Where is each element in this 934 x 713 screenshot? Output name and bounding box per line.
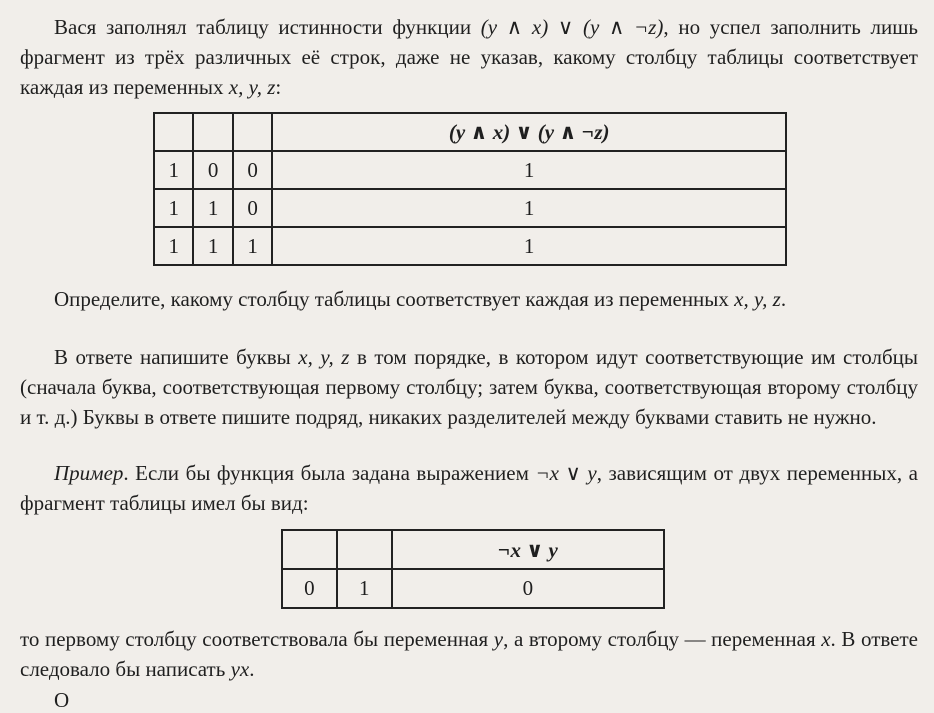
table-row — [154, 151, 786, 189]
cut-off-next-line: О — [54, 688, 70, 712]
example-formula: ¬x ∨ y — [535, 461, 597, 485]
table-cell: 0 — [233, 151, 272, 189]
table-cell: 1 — [154, 189, 193, 227]
table-cell: 1 — [272, 151, 786, 189]
example-paragraph: Пример. Если бы функция была задана выражением ¬x ∨ y, зависящим от двух переменных, а фрагмент таблицы имел бы вид: — [20, 461, 918, 515]
example-label: Пример — [54, 461, 124, 485]
header-cell: ¬x ∨ y — [392, 530, 664, 569]
example-table-body — [282, 530, 664, 608]
table-cell: 1 — [154, 151, 193, 189]
table-cell: 1 — [193, 189, 232, 227]
table-header-row — [154, 113, 786, 151]
truth-table-body — [154, 113, 786, 265]
table-cell: 0 — [193, 151, 232, 189]
table-cell: 1 — [193, 227, 232, 265]
header-cell — [193, 113, 232, 151]
conclusion-answer: yx — [230, 657, 250, 681]
intro-variables: x, y, z — [228, 75, 276, 99]
conclusion-paragraph: то первому столбцу соответствовала бы переменная y, а второму столбцу — переменная x. В ответе следовало бы написать yx. — [20, 627, 918, 681]
table-cell: 0 — [233, 189, 272, 227]
table-header-row — [282, 530, 664, 569]
header-cell — [282, 530, 337, 569]
table-row — [154, 189, 786, 227]
truth-table-fragment — [153, 112, 787, 266]
answer-rules-variables: x, y, z — [298, 345, 350, 369]
header-cell — [233, 113, 272, 151]
header-cell — [337, 530, 392, 569]
table-cell: 0 — [282, 569, 337, 608]
table-cell: 1 — [233, 227, 272, 265]
question-variables: x, y, z — [734, 287, 781, 311]
table-cell: 1 — [154, 227, 193, 265]
question-paragraph: Определите, какому столбцу таблицы соответствует каждая из переменных x, y, z. — [54, 287, 787, 311]
conclusion-var-2: x — [821, 627, 831, 651]
header-cell: (y ∧ x) ∨ (y ∧ ¬z) — [272, 113, 786, 151]
header-cell — [154, 113, 193, 151]
answer-rules-paragraph: В ответе напишите буквы x, y, z в том порядке, в котором идут соответствующие им столбцы (сначала буква, соответствующая первому столбцу; затем буква, соответствующая второму столбцу и т. д.) Буквы в ответе пишите подряд, никаких разделителей между буквами ставить не нужно. — [20, 345, 919, 429]
table-cell: 1 — [272, 227, 786, 265]
table-row — [154, 227, 786, 265]
intro-paragraph: Вася заполнял таблицу истинности функции (y ∧ x) ∨ (y ∧ ¬z), но успел заполнить лишь фрагмент из трёх различных её строк, даже не указав, какому столбцу таблицы соответствует каждая из переменных x, y, z: — [20, 15, 919, 99]
table-cell: 1 — [272, 189, 786, 227]
table-row — [282, 569, 664, 608]
table-cell: 0 — [392, 569, 664, 608]
conclusion-var-1: y — [493, 627, 504, 651]
example-truth-table — [281, 529, 665, 609]
intro-formula: (y ∧ x) ∨ (y ∧ ¬z) — [480, 15, 664, 39]
table-cell: 1 — [337, 569, 392, 608]
